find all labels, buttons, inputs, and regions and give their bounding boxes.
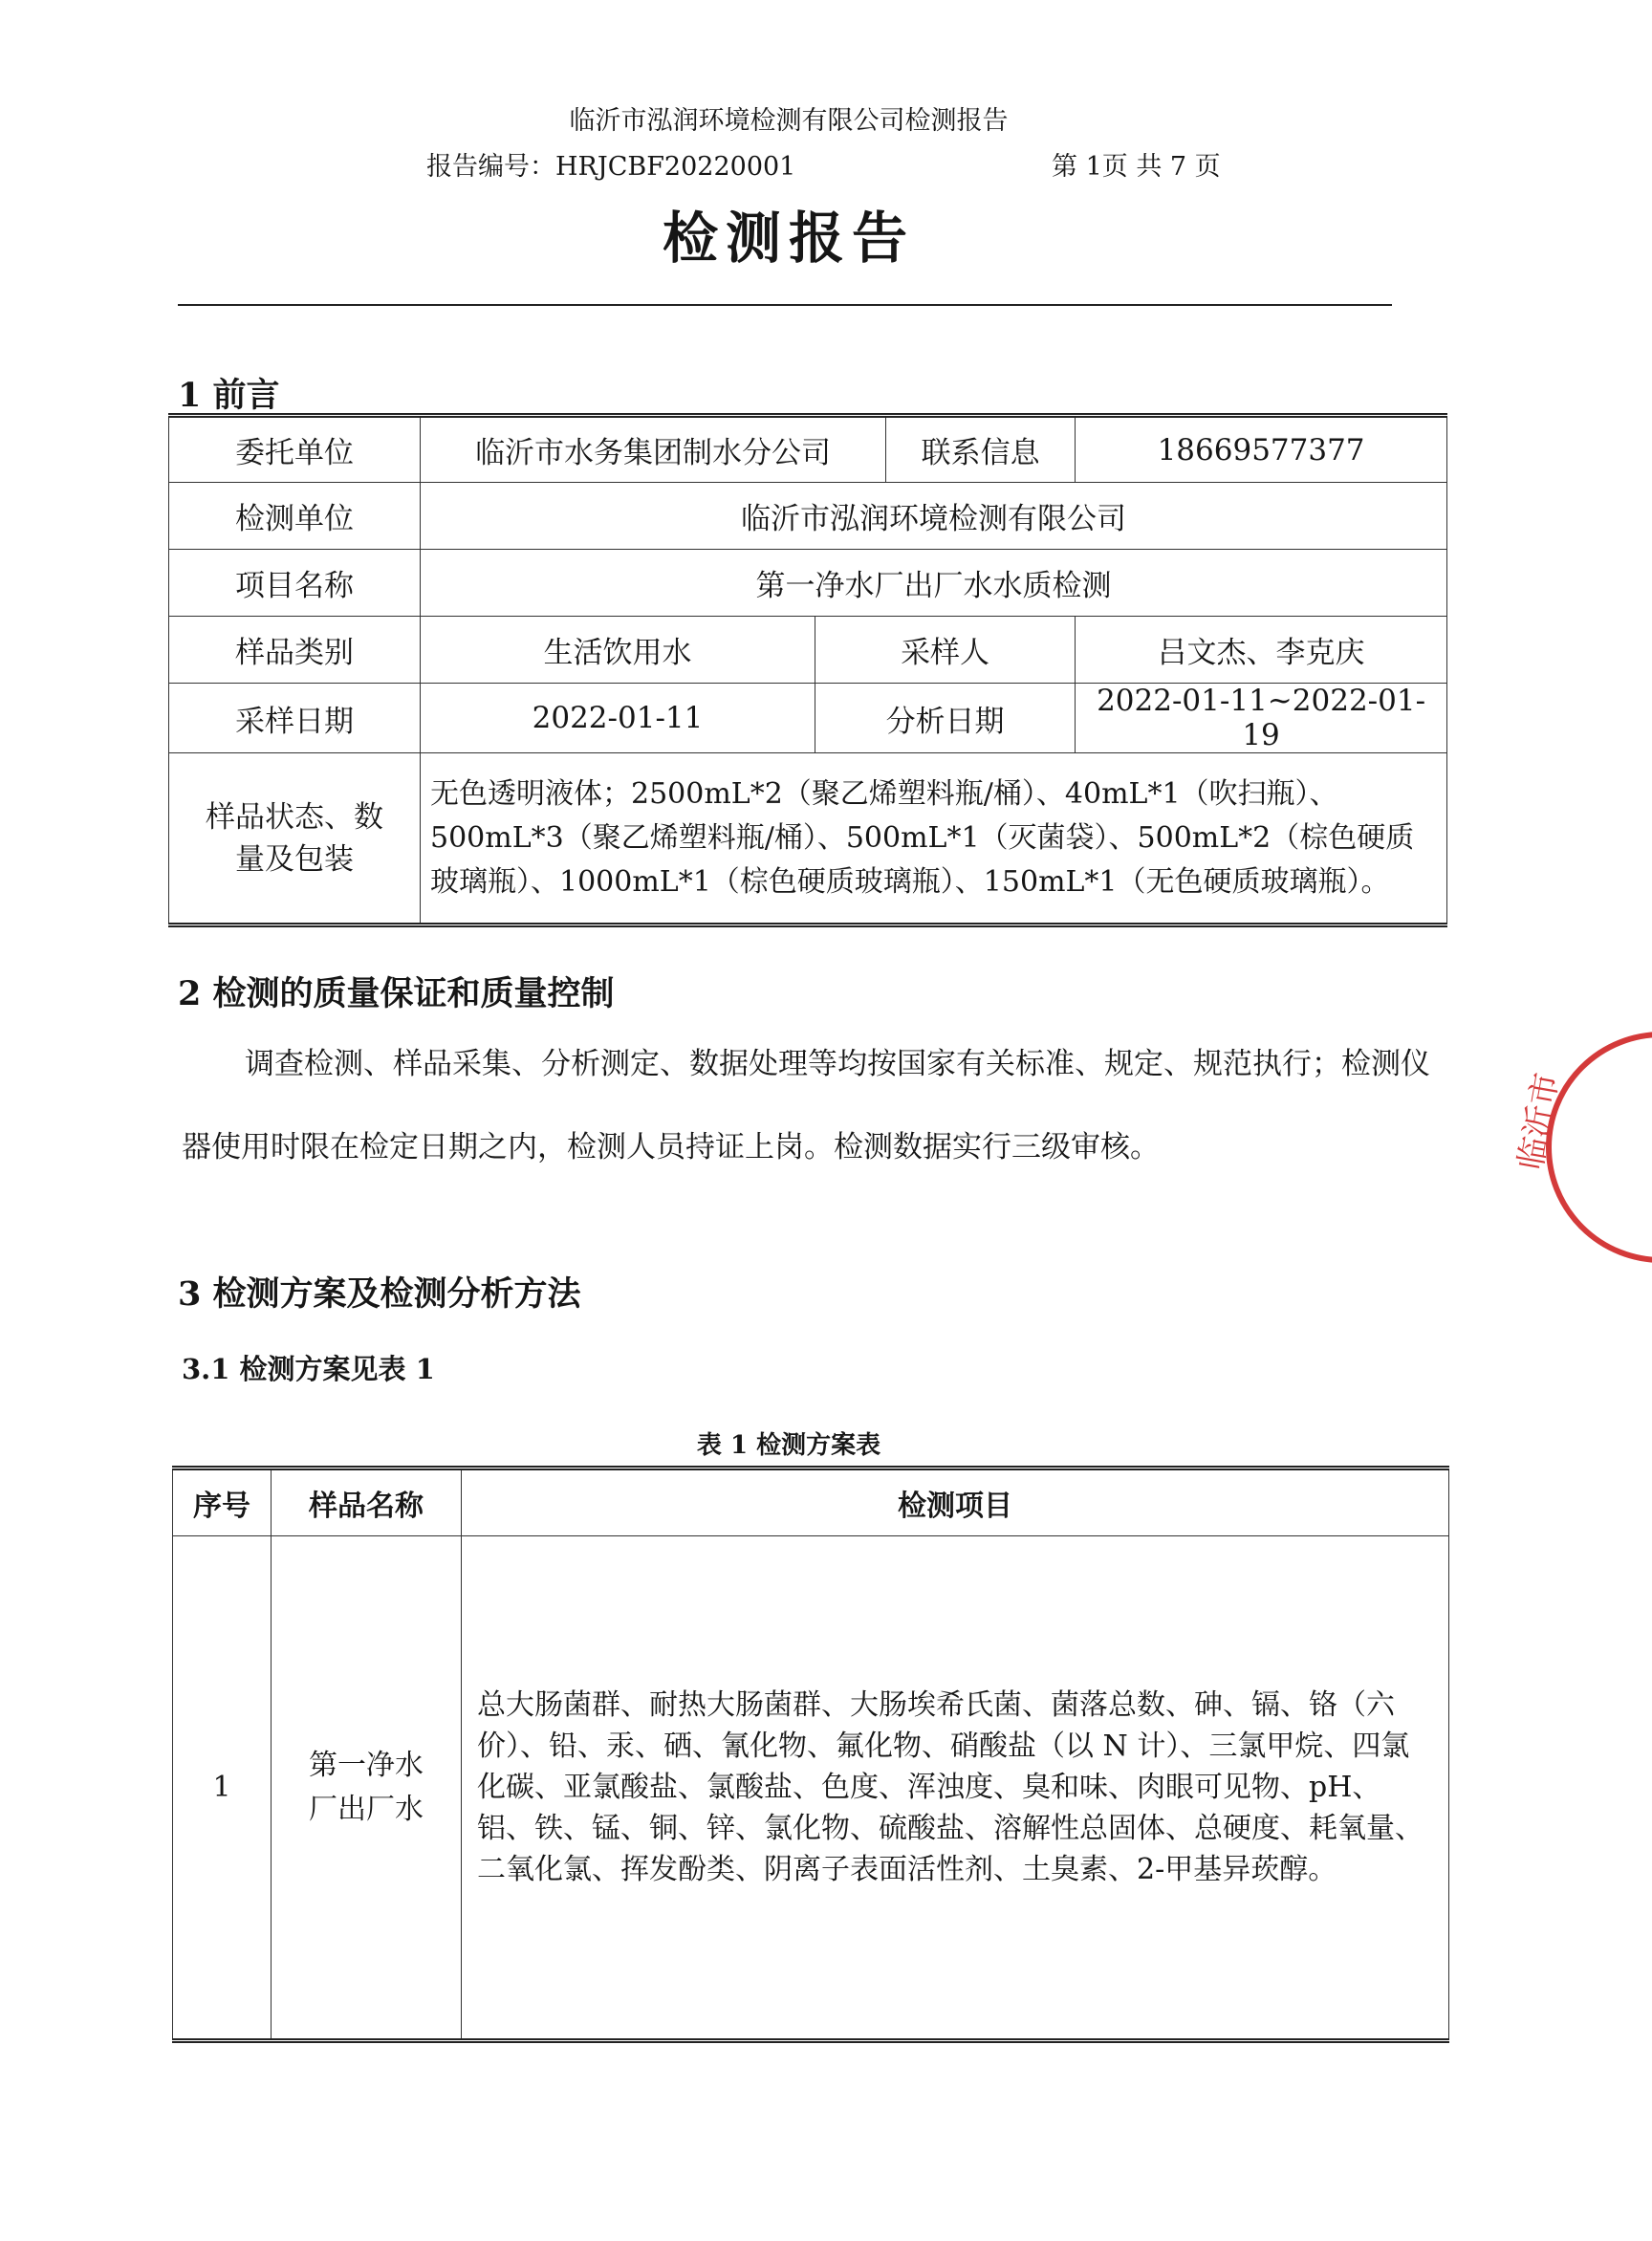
section2-heading: 2 检测的质量保证和质量控制: [178, 974, 615, 1013]
sample-state-label-line1: 样品状态、数: [206, 799, 383, 835]
contact-value: 18669577377: [1076, 416, 1447, 483]
sample-date-label: 采样日期: [169, 684, 421, 753]
quality-control-paragraph: 调查检测、样品采集、分析测定、数据处理等均按国家有关标准、规定、规范执行；检测仪器使用时限在检定日期之内，检测人员持证上岗。检测数据实行三级审核。: [182, 1047, 1430, 1164]
detection-plan-table: [172, 1466, 1449, 2043]
table-row: [169, 617, 1447, 684]
table-row: [169, 684, 1447, 753]
document-title: 检测报告: [662, 206, 915, 271]
lab-label: 检测单位: [169, 483, 421, 550]
preface-info-table: [168, 413, 1447, 927]
page-info: 第 1页 共 7 页: [1052, 152, 1221, 182]
report-number: 报告编号：HRJCBF20220001: [426, 152, 796, 182]
sampler-label: 采样人: [815, 617, 1076, 684]
title-divider: [178, 304, 1392, 306]
section3-1-heading: 3.1 检测方案见表 1: [182, 1353, 435, 1385]
sample-state-label: [169, 753, 421, 925]
contact-label: 联系信息: [886, 416, 1076, 483]
sample-state-label-line2: 量及包装: [235, 841, 354, 877]
lab-value: 临沂市泓润环境检测有限公司: [421, 483, 1447, 550]
category-label: 样品类别: [169, 617, 421, 684]
column-header-index: 序号: [173, 1469, 272, 1536]
table-caption: 表 1 检测方案表: [696, 1431, 881, 1460]
table-header-row: [173, 1469, 1449, 1536]
row-detection-items: 总大肠菌群、耐热大肠菌群、大肠埃希氏菌、菌落总数、砷、镉、铬（六价）、铅、汞、硒、氰化物、氟化物、硝酸盐（以 N 计）、三氯甲烷、四氯化碳、亚氯酸盐、氯酸盐、色度、浑浊度、臭和味、肉眼可见物、pH、铝、铁、锰、铜、锌、氯化物、硫酸盐、溶解性总固体、总硬度、耗氧量、二氧化氯、挥发酚类、阴离子表面活性剂、土臭素、2-甲基异莰醇。: [462, 1536, 1449, 2041]
row-index: 1: [173, 1536, 272, 2041]
analysis-date-value: 2022-01-11~2022-01-19: [1076, 684, 1447, 753]
client-value: 临沂市水务集团制水分公司: [421, 416, 886, 483]
client-label: 委托单位: [169, 416, 421, 483]
table-row: [169, 483, 1447, 550]
column-header-sample-name: 样品名称: [272, 1469, 462, 1536]
sample-state-value: 无色透明液体；2500mL*2（聚乙烯塑料瓶/桶）、40mL*1（吹扫瓶）、500mL*3（聚乙烯塑料瓶/桶）、500mL*1（灭菌袋）、500mL*2（棕色硬质玻璃瓶）、1000mL*1（棕色硬质玻璃瓶）、150mL*1（无色硬质玻璃瓶）。: [421, 753, 1447, 925]
project-value: 第一净水厂出厂水水质检测: [421, 550, 1447, 617]
table-row: [169, 753, 1447, 925]
table-row: [169, 416, 1447, 483]
seal-text: 临沂市: [1511, 1070, 1567, 1173]
sampler-value: 吕文杰、李克庆: [1076, 617, 1447, 684]
sample-date-value: 2022-01-11: [421, 684, 815, 753]
company-seal-icon: [1511, 1028, 1652, 1267]
row-sample-name: [272, 1536, 462, 2041]
company-report-header: 临沂市泓润环境检测有限公司检测报告: [569, 106, 1009, 136]
column-header-items: 检测项目: [462, 1469, 1449, 1536]
sample-name-line1: 第一净水: [309, 1748, 424, 1782]
category-value: 生活饮用水: [421, 617, 815, 684]
table-row: [173, 1536, 1449, 2041]
table-row: [169, 550, 1447, 617]
project-label: 项目名称: [169, 550, 421, 617]
section1-heading: 1 前言: [178, 376, 280, 415]
sample-name-line2: 厂出厂水: [309, 1792, 424, 1826]
analysis-date-label: 分析日期: [815, 684, 1076, 753]
section3-heading: 3 检测方案及检测分析方法: [178, 1274, 581, 1314]
